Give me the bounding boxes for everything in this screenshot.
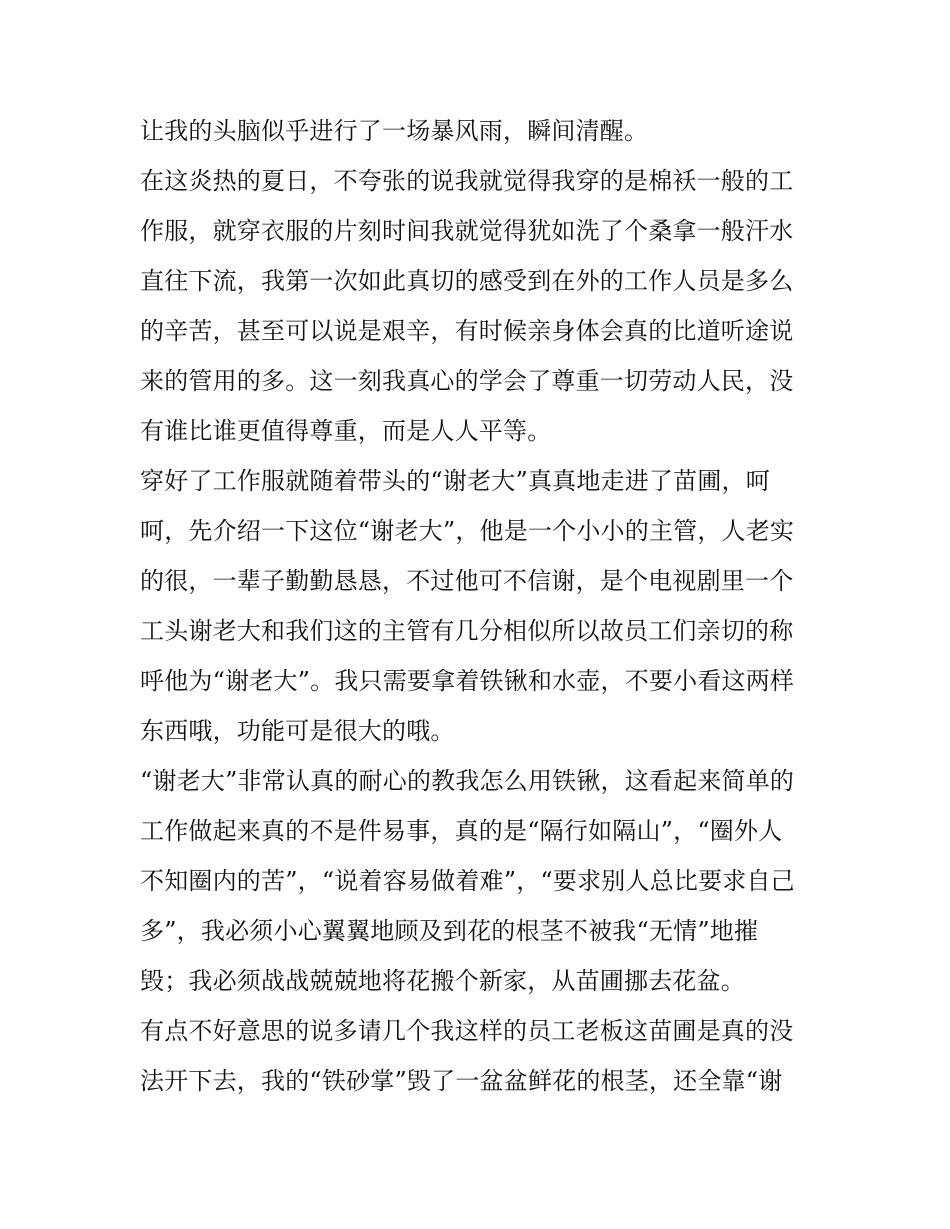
text-line: 呼他为“谢老大”。我只需要拿着铁锹和水壶，不要小看这两样 (140, 667, 795, 695)
text-line: 不知圈内的苦”，“说着容易做着难”，“要求别人总比要求自己 (140, 867, 795, 895)
text-line: 工作做起来真的不是件易事，真的是“隔行如隔山”，“圈外人 (140, 817, 783, 845)
document-text (140, 106, 820, 1106)
text-line: 的很，一辈子勤勤恳恳，不过他可不信谢，是个电视剧里一个 (140, 567, 794, 595)
text-line: 作服，就穿衣服的片刻时间我就觉得犹如洗了个桑拿一般汗水 (140, 217, 794, 245)
text-line: “谢老大”非常认真的耐心的教我怎么用铁锹，这看起来简单的 (140, 767, 795, 795)
text-line: 来的管用的多。这一刻我真心的学会了尊重一切劳动人民，没 (140, 367, 794, 395)
text-line: 法开下去，我的“铁砂掌”毁了一盆盆鲜花的根茎，还全靠“谢 (140, 1067, 783, 1095)
text-line: 在这炎热的夏日，不夸张的说我就觉得我穿的是棉袄一般的工 (140, 167, 794, 195)
text-line: 穿好了工作服就随着带头的“谢老大”真真地走进了苗圃，呵 (140, 467, 770, 495)
text-line: 有谁比谁更值得尊重，而是人人平等。 (140, 417, 552, 445)
text-line: 多”，我必须小心翼翼地顾及到花的根茎不被我“无情”地摧 (140, 917, 759, 945)
text-line: 让我的头脑似乎进行了一场暴风雨，瞬间清醒。 (140, 117, 649, 145)
text-line: 工头谢老大和我们这的主管有几分相似所以故员工们亲切的称 (140, 617, 794, 645)
text-line: 直往下流，我第一次如此真切的感受到在外的工作人员是多么 (140, 267, 794, 295)
text-line: 毁；我必须战战兢兢地将花搬个新家，从苗圃挪去花盆。 (140, 967, 745, 995)
text-line: 东西哦，功能可是很大的哦。 (140, 717, 455, 745)
text-line: 有点不好意思的说多请几个我这样的员工老板这苗圃是真的没 (140, 1017, 794, 1045)
text-line: 呵，先介绍一下这位“谢老大”，他是一个小小的主管，人老实 (140, 517, 795, 545)
text-line: 的辛苦，甚至可以说是艰辛，有时候亲身体会真的比道听途说 (140, 317, 794, 345)
